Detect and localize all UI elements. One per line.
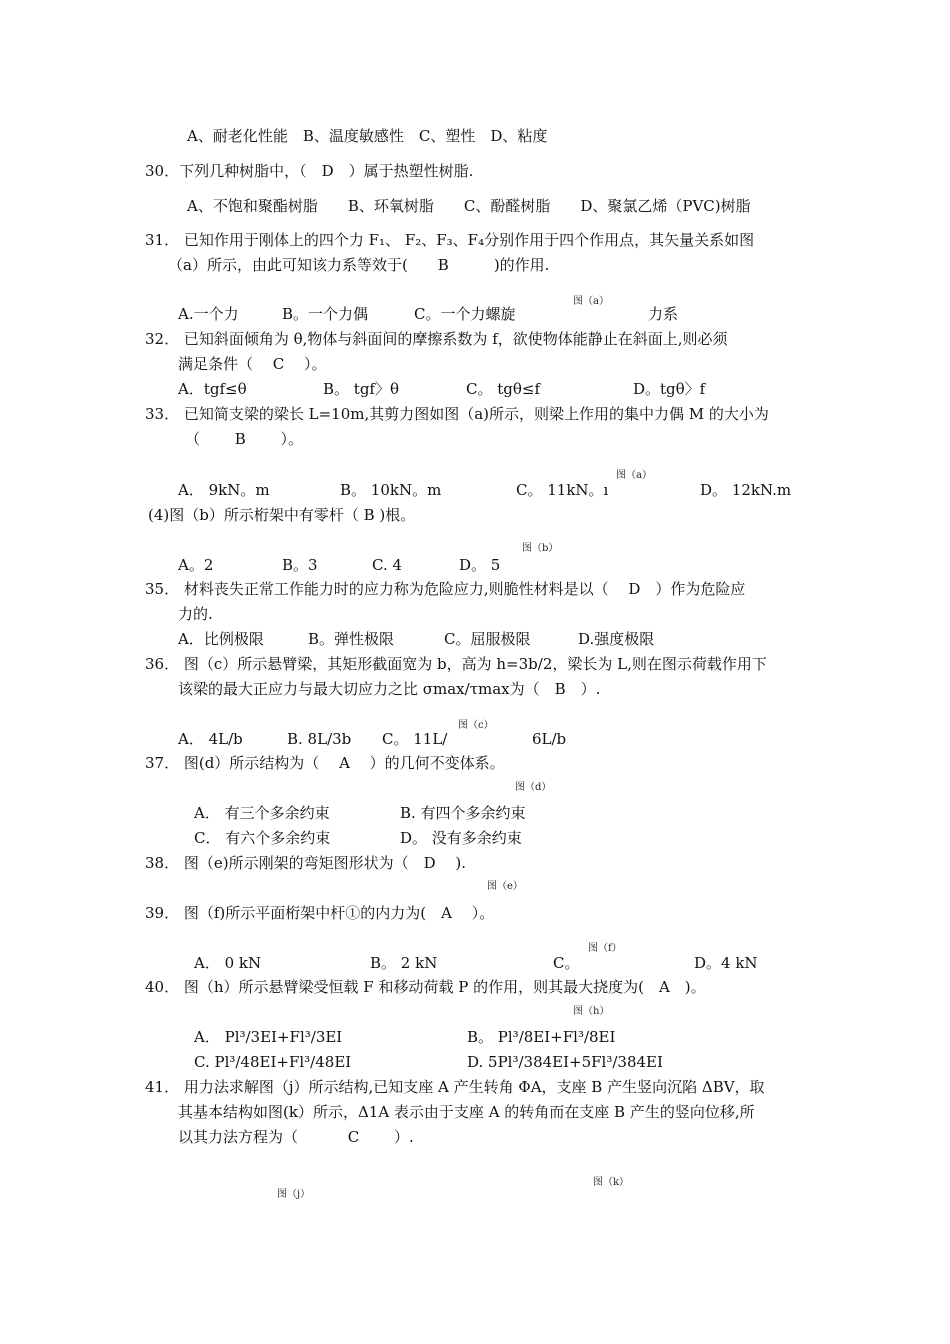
q33-option-a: A． 9kN。m	[178, 481, 270, 499]
q34-stem: (4)图（b）所示桁架中有零杆（ B )根。	[148, 506, 416, 524]
q36-line1: 36． 图（c）所示悬臂梁，其矩形截面宽为 b，高为 h=3b/2，梁长为 L,则在图示荷载作用下	[145, 655, 767, 673]
q37-option-b: B. 有四个多余约束	[400, 804, 526, 822]
q39-option-d: D。4 kN	[694, 954, 758, 972]
q32-option-b: B。 tgf〉θ	[323, 380, 400, 398]
q32-line1: 32． 已知斜面倾角为 θ,物体与斜面间的摩擦系数为 f，欲使物体能静止在斜面上,则必须	[145, 330, 728, 348]
q41-figure-k-caption: 图（k）	[593, 1177, 630, 1188]
q38-figure-caption: 图（e）	[487, 881, 523, 892]
q36-option-c: C。 11L/	[382, 730, 448, 748]
q40-option-d: D. 5Pl³/384EI+5Fl³/384EI	[467, 1053, 663, 1071]
q40-option-a: A． Pl³/3EI+Fl³/3EI	[194, 1028, 343, 1046]
q31-option-a: A.一个力	[178, 305, 239, 323]
q31-option-b: B。一个力偶	[282, 305, 369, 323]
q37-option-c: C． 有六个多余约束	[194, 829, 331, 847]
q34-figure-caption: 图（b）	[522, 543, 559, 554]
q35-option-d: D.强度极限	[578, 630, 655, 648]
q35-line2: 力的.	[178, 605, 213, 623]
q40-stem: 40． 图（h）所示悬臂梁受恒载 F 和移动荷载 P 的作用，则其最大挠度为( A )。	[145, 978, 706, 996]
q41-figure-j-caption: 图（j）	[277, 1189, 311, 1200]
q30-options: A、不饱和聚酯树脂 B、环氧树脂 C、酚醛树脂 D、聚氯乙烯（PVC)树脂	[187, 197, 751, 215]
q36-figure-caption: 图（c）	[458, 720, 494, 731]
q33-option-b: B。 10kN。m	[340, 481, 442, 499]
q40-figure-caption: 图（h）	[573, 1006, 610, 1017]
q40-option-b: B。 Pl³/8EI+Fl³/8EI	[467, 1028, 616, 1046]
q31-figure-caption: 图（a）	[573, 296, 609, 307]
q35-option-b: B。弹性极限	[308, 630, 395, 648]
q41-line1: 41． 用力法求解图（j）所示结构,已知支座 A 产生转角 ΦA，支座 B 产生竖向沉陷 ΔBV，取	[145, 1078, 765, 1096]
q34-option-b: B。3	[282, 556, 318, 574]
q31-option-c: C。一个力螺旋	[414, 305, 516, 323]
q39-option-c: C。	[553, 954, 580, 972]
q32-option-a: A．tgf≤θ	[178, 380, 247, 398]
q39-option-b: B。 2 kN	[370, 954, 438, 972]
q32-option-c: C。 tgθ≤f	[466, 380, 541, 398]
q39-option-a: A． 0 kN	[194, 954, 262, 972]
q36-option-a: A． 4L/b	[178, 730, 243, 748]
q40-option-c: C. Pl³/48EI+Fl³/48EI	[194, 1053, 352, 1071]
q34-option-c: C. 4	[372, 556, 403, 574]
q36-option-d: 6L/b	[532, 730, 567, 748]
q34-option-d: D。 5	[459, 556, 501, 574]
q31-line1: 31． 已知作用于刚体上的四个力 F₁、 F₂、F₃、F₄分别作用于四个作用点，其矢量关系如图	[145, 231, 755, 249]
q31-option-tail: 力系	[648, 305, 679, 323]
q35-option-a: A．比例极限	[178, 630, 264, 648]
q33-line1: 33． 已知简支梁的梁长 L=10m,其剪力图如图（a)所示，则梁上作用的集中力偶 M 的大小为	[145, 405, 769, 423]
q29-options: A、耐老化性能 B、温度敏感性 C、塑性 D、粘度	[187, 127, 548, 145]
q37-option-a: A． 有三个多余约束	[194, 804, 330, 822]
q36-option-b: B. 8L/3b	[287, 730, 352, 748]
q32-line2: 满足条件（ C ）。	[178, 355, 327, 373]
q37-stem: 37． 图(d）所示结构为（ A ）的几何不变体系。	[145, 754, 505, 772]
q36-line2: 该梁的最大正应力与最大切应力之比 σmax/τmax为（ B ）.	[178, 680, 601, 698]
q35-option-c: C。屈服极限	[444, 630, 531, 648]
q30-stem: 30．下列几种树脂中，（ D ）属于热塑性树脂.	[145, 162, 474, 180]
q35-line1: 35． 材料丧失正常工作能力时的应力称为危险应力,则脆性材料是以（ D ）作为危险应	[145, 580, 746, 598]
q41-line3: 以其力法方程为（ C ）.	[178, 1128, 414, 1146]
q37-option-d: D。 没有多余约束	[400, 829, 522, 847]
q33-option-d: D。 12kN.m	[700, 481, 792, 499]
q33-option-c: C。 11kN。ı	[516, 481, 609, 499]
q38-stem: 38． 图（e)所示刚架的弯矩图形状为（ D ).	[145, 854, 467, 872]
q41-line2: 其基本结构如图(k）所示，Δ1A 表示由于支座 A 的转角而在支座 B 产生的竖向位移,所	[178, 1103, 755, 1121]
q37-figure-caption: 图（d）	[515, 782, 552, 793]
q33-line2: （ B ）。	[185, 430, 304, 448]
q32-option-d: D。tgθ〉f	[633, 380, 706, 398]
q33-figure-caption: 图（a）	[616, 470, 652, 481]
q31-line2: （a）所示，由此可知该力系等效于( B )的作用.	[168, 256, 550, 274]
q39-stem: 39． 图（f)所示平面桁架中杆①的内力为( A ）。	[145, 904, 495, 922]
q39-figure-caption: 图（f）	[588, 943, 622, 954]
q34-option-a: A。2	[178, 556, 214, 574]
